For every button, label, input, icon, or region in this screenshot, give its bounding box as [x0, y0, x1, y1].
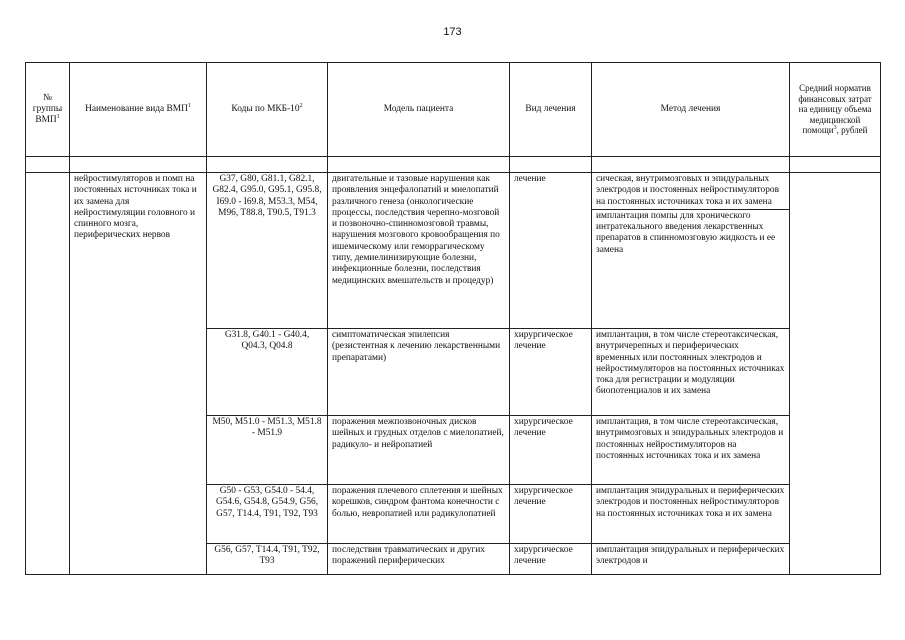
codes-cell: G56, G57, T14.4, T91, T92, T93 — [207, 544, 328, 575]
method-cell: имплантация, в том числе стереотаксическая, внутримозговых и эпидуральных электродов и постоянных нейростимуляторов на постоянных источниках тока и их замена — [592, 416, 790, 485]
codes-cell: G37, G80, G81.1, G82.1, G82.4, G95.0, G95.1, G95.8, I69.0 - I69.8, M53.3, M54, M96, T88.8, T90.5, T91.3 — [207, 173, 328, 329]
type-cell: хирургическое лечение — [510, 329, 592, 416]
cost-cell — [790, 173, 881, 575]
method-cell — [592, 173, 790, 329]
header-vmp-name: Наименование вида ВМП$^1$ — [70, 63, 207, 157]
model-cell: последствия травматических и других поражений периферических — [328, 544, 510, 575]
method-cell: имплантация, в том числе стереотаксическая, внутричерепных и периферических временных или постоянных электродов и нейростимуляторов на постоянных источниках тока для регистрации и модуляции биопотенциалов и их замена — [592, 329, 790, 416]
table-header-row — [26, 63, 881, 157]
method-cell: имплантация эпидуральных и периферических электродов и постоянных нейростимуляторов на постоянных источниках тока и их замена — [592, 485, 790, 544]
type-cell: хирургическое лечение — [510, 416, 592, 485]
model-cell: поражения плечевого сплетения и шейных корешков, синдром фантома конечности с болью, невропатией или радикулопатией — [328, 485, 510, 544]
method-text: сическая, внутримозговых и эпидуральных электродов и постоянных нейростимуляторов на постоянных источниках тока и их замена — [596, 174, 780, 207]
group-no-cell — [26, 173, 70, 575]
page-number: 173 — [443, 26, 462, 38]
header-group-no: № группы ВМП$^1$ — [26, 63, 70, 157]
type-cell: хирургическое лечение — [510, 544, 592, 575]
header-cost: Средний норматив финансовых затрат на единицу объема медицинской помощи$^3$, рублей — [790, 63, 881, 157]
type-cell: лечение — [510, 173, 592, 329]
vmp-name-cell: нейростимуляторов и помп на постоянных источниках тока и их замена для нейростимуляции головного и спинного мозга, периферических нервов — [70, 173, 207, 575]
vmp-table — [25, 62, 881, 575]
table-spacer-row — [26, 157, 881, 173]
model-cell: симптоматическая эпилепсия (резистентная к лечению лекарственными препаратами) — [328, 329, 510, 416]
method-cell: имплантация эпидуральных и периферических электродов и — [592, 544, 790, 575]
header-patient-model: Модель пациента — [328, 63, 510, 157]
type-cell: хирургическое лечение — [510, 485, 592, 544]
model-cell: поражения межпозвоночных дисков шейных и грудных отделов с миелопатией, радикуло- и нейропатией — [328, 416, 510, 485]
codes-cell: G50 - G53, G54.0 - 54.4, G54.6, G54.8, G54.9, G56, G57, T14.4, T91, T92, T93 — [207, 485, 328, 544]
method-text: имплантация помпы для хронического интратекального введения лекарственных препаратов в спинномозговую жидкость и ее замена — [592, 209, 789, 257]
header-treatment-method: Метод лечения — [592, 63, 790, 157]
table-row — [26, 173, 881, 329]
header-codes: Коды по МКБ-$10^2$ — [207, 63, 328, 157]
codes-cell: G31.8, G40.1 - G40.4, Q04.3, Q04.8 — [207, 329, 328, 416]
header-treatment-type: Вид лечения — [510, 63, 592, 157]
codes-cell: M50, M51.0 - M51.3, M51.8 - M51.9 — [207, 416, 328, 485]
model-cell: двигательные и тазовые нарушения как проявления энцефалопатий и миелопатий различного генеза (онкологические процессы, последствия черепно-мозговой и позвоночно-спинномозговой травмы, нарушения мозгового кровообращения по ишемическому или геморрагическому типу, демиелинизирующие болезни, инфекционные болезни, последствия медицинских вмешательств и процедур) — [328, 173, 510, 329]
